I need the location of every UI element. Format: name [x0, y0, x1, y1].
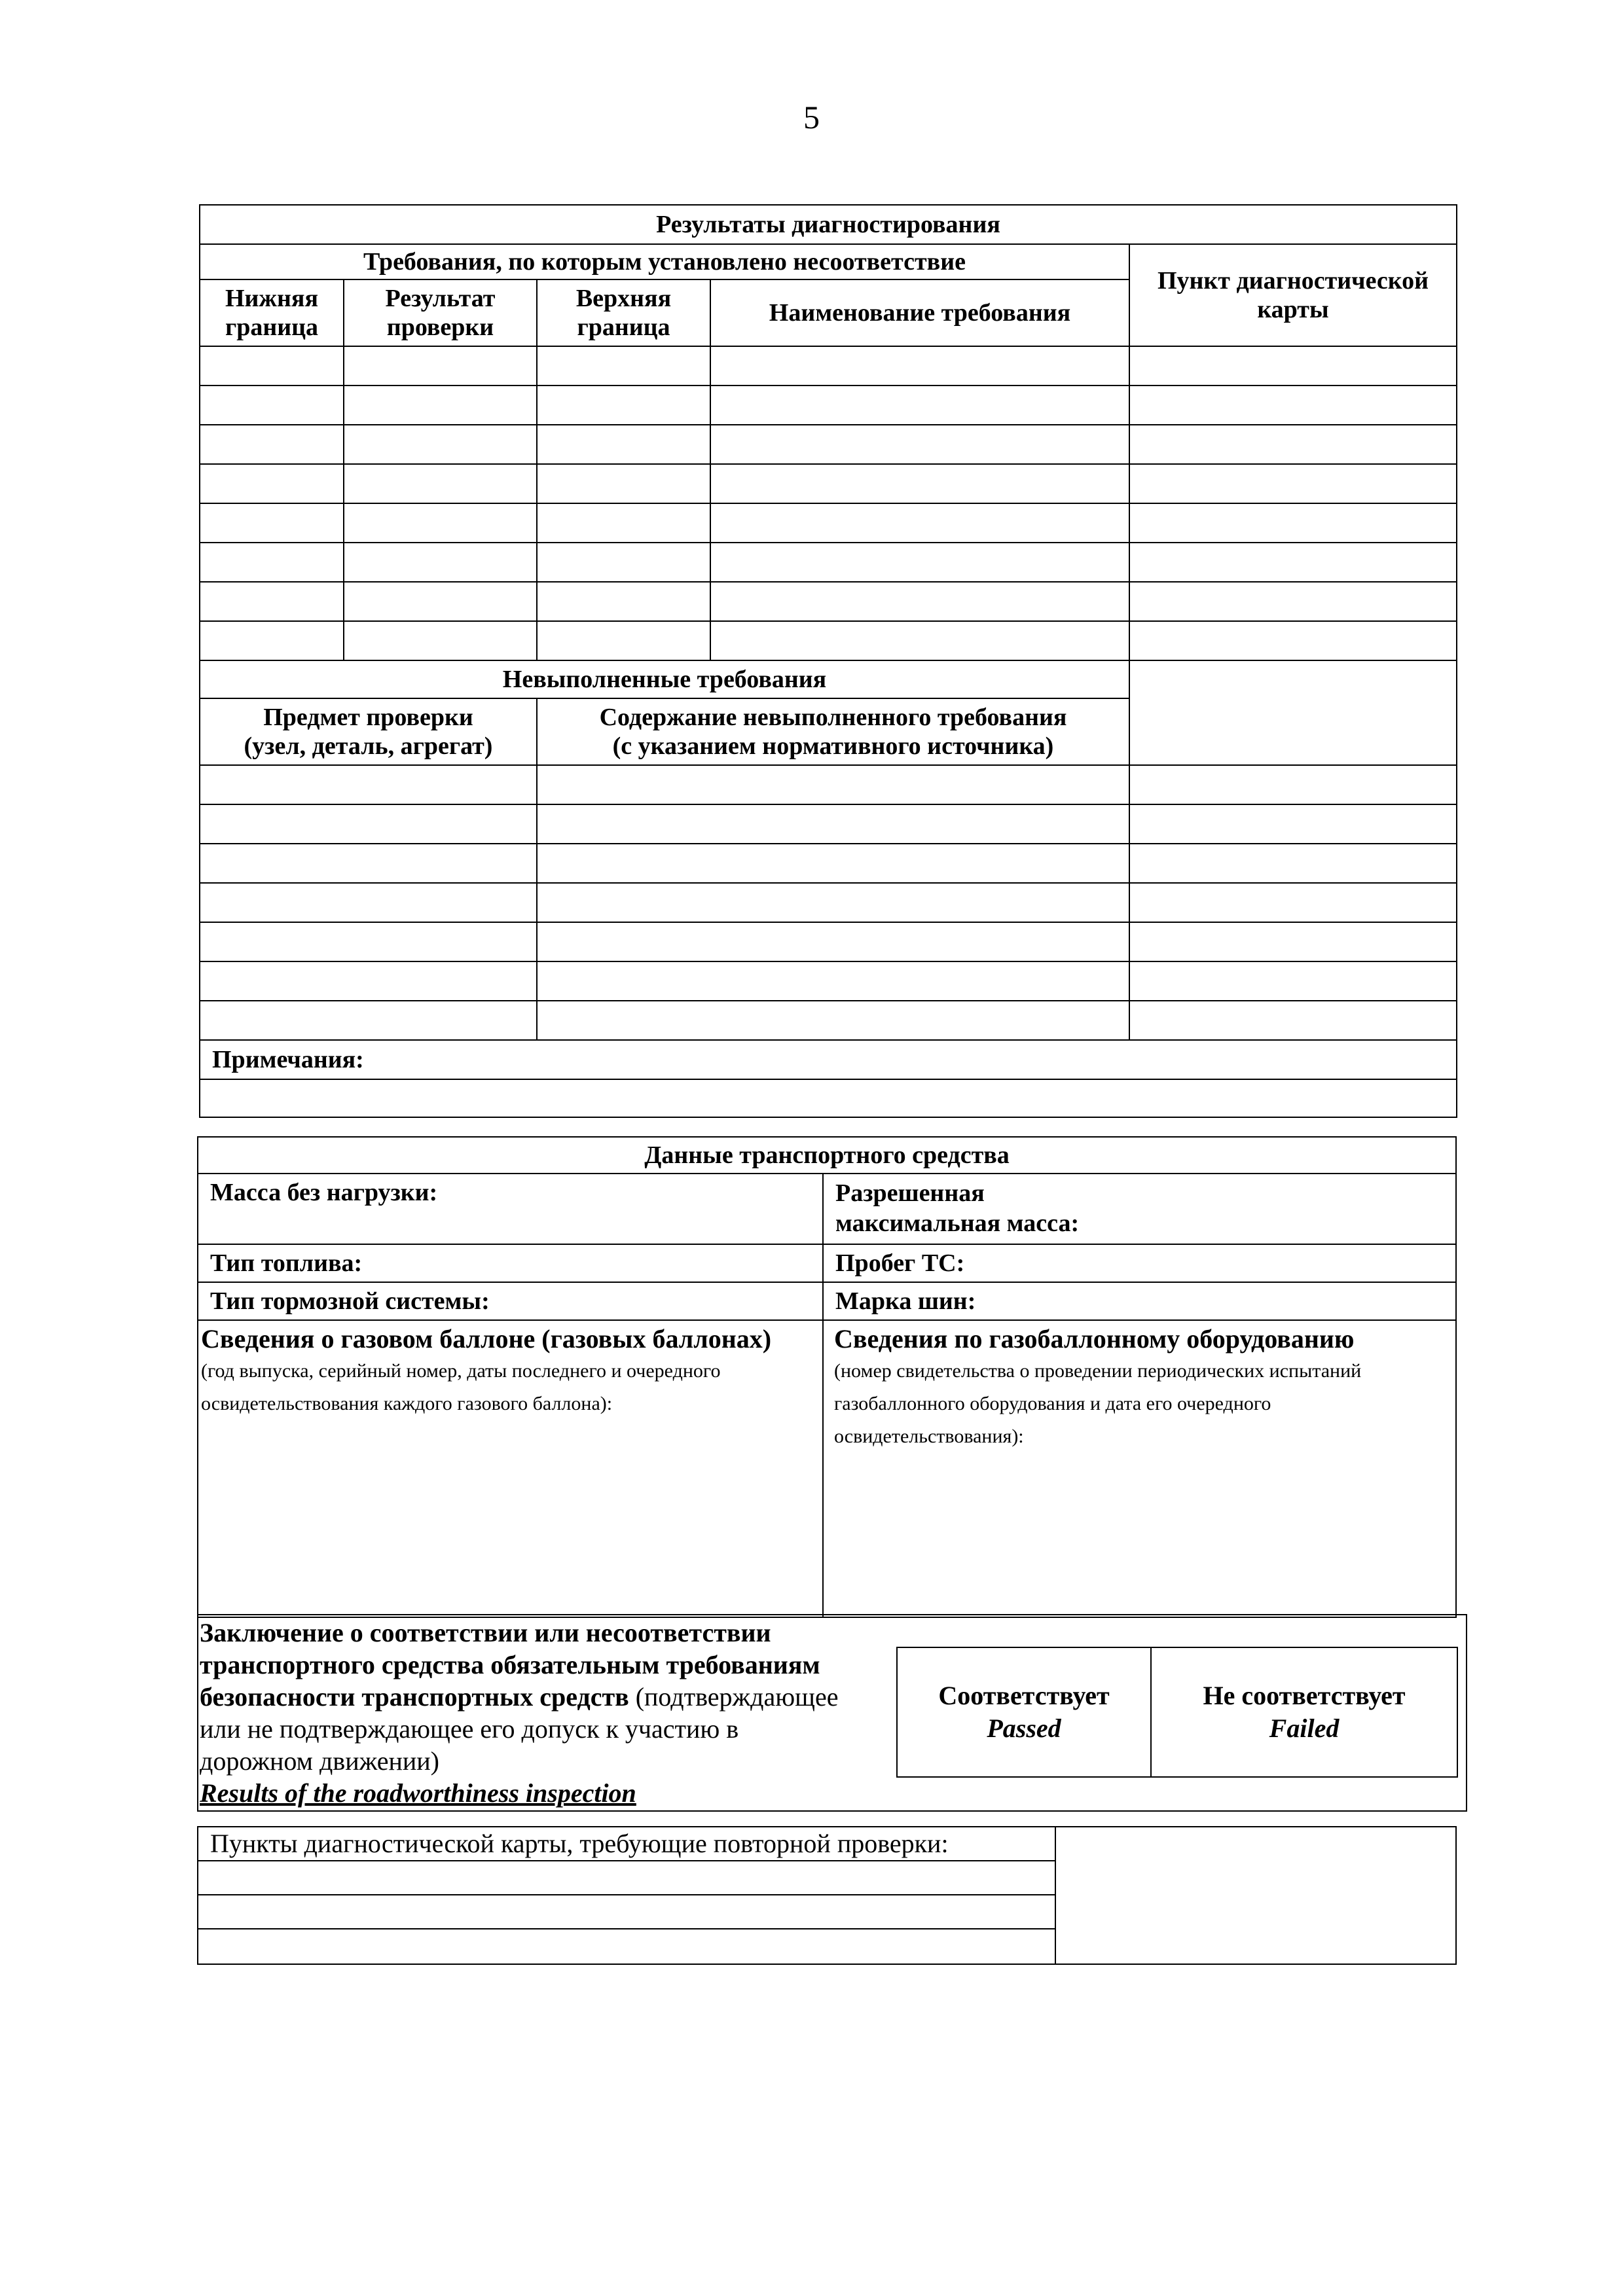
conclusion-line2: транспортного средства обязательным требованиям [200, 1650, 820, 1679]
upper-bound-line2: граница [577, 314, 670, 341]
unmet-row [200, 765, 1457, 804]
cell-lower[interactable] [200, 503, 344, 543]
upper-bound-line1: Верхняя [575, 285, 672, 312]
result-line1: Результат [385, 285, 496, 312]
cell-content[interactable] [537, 765, 1129, 804]
lower-bound-line2: граница [225, 314, 319, 341]
unmet-row [200, 844, 1457, 883]
unmet-content-line1: Содержание невыполненного требования [599, 704, 1067, 731]
cell-card-item[interactable] [1129, 883, 1457, 922]
conclusion-box [197, 1614, 1467, 1812]
cell-name[interactable] [710, 543, 1129, 582]
cell-upper[interactable] [537, 425, 710, 464]
cell-lower[interactable] [200, 425, 344, 464]
unmet-requirements-title: Невыполненные требования [200, 660, 1129, 698]
cell-card-item[interactable] [1129, 804, 1457, 844]
conclusion-line4: или не подтверждающее его допуск к участию в [200, 1714, 739, 1744]
mass-unloaded-label[interactable]: Масса без нагрузки: [198, 1174, 823, 1244]
card-item-header-text: Пункт диагностической карты [1157, 267, 1429, 323]
cell-card-item[interactable] [1129, 346, 1457, 386]
tire-brand-label[interactable]: Марка шин: [823, 1282, 1456, 1320]
recheck-table [197, 1826, 1457, 1965]
card-item-header [1129, 244, 1457, 346]
conclusion-line5: дорожном движении) [200, 1746, 439, 1776]
recheck-row[interactable] [198, 1895, 1055, 1929]
cell-content[interactable] [537, 1001, 1129, 1040]
cell-card-item[interactable] [1129, 386, 1457, 425]
max-mass-line2: максимальная масса: [835, 1210, 1080, 1237]
results-title: Результаты диагностирования [200, 205, 1457, 244]
cell-card-item[interactable] [1129, 961, 1457, 1001]
passed-en: Passed [987, 1713, 1061, 1743]
cell-content[interactable] [537, 844, 1129, 883]
requirements-title: Требования, по которым установлено несоответствие [200, 244, 1129, 279]
cell-result[interactable] [344, 543, 537, 582]
unmet-row [200, 961, 1457, 1001]
gas-equipment-cell[interactable] [823, 1320, 1456, 1617]
lower-bound-header [200, 279, 344, 346]
cell-result[interactable] [344, 386, 537, 425]
failed-option[interactable] [1151, 1647, 1457, 1777]
cell-lower[interactable] [200, 543, 344, 582]
requirement-row [200, 346, 1457, 386]
cell-content[interactable] [537, 804, 1129, 844]
check-subject-line2: (узел, деталь, агрегат) [244, 732, 493, 760]
conclusion-line3 [200, 1681, 887, 1713]
requirement-row [200, 386, 1457, 425]
cell-card-item[interactable] [1129, 922, 1457, 961]
cell-name[interactable] [710, 346, 1129, 386]
cell-result[interactable] [344, 425, 537, 464]
requirement-row [200, 543, 1457, 582]
cell-subject[interactable] [200, 922, 537, 961]
cell-name[interactable] [710, 464, 1129, 503]
failed-ru: Не соответствует [1203, 1681, 1406, 1710]
recheck-row[interactable] [198, 1861, 1055, 1895]
cell-content[interactable] [537, 883, 1129, 922]
cell-lower[interactable] [200, 346, 344, 386]
cell-subject[interactable] [200, 804, 537, 844]
cell-name[interactable] [710, 582, 1129, 621]
cell-card-item[interactable] [1129, 844, 1457, 883]
requirement-row [200, 621, 1457, 660]
cell-upper[interactable] [537, 503, 710, 543]
passed-option[interactable] [897, 1647, 1151, 1777]
cell-upper[interactable] [537, 582, 710, 621]
unmet-row [200, 1001, 1457, 1040]
diagnostic-results-table [199, 204, 1457, 1118]
unmet-card-item-blank [1129, 660, 1457, 765]
cell-subject[interactable] [200, 1001, 537, 1040]
cell-lower[interactable] [200, 386, 344, 425]
result-line2: проверки [386, 314, 494, 341]
gas-equipment-desc: (номер свидетельства о проведении периодических испытаний газобаллонного оборудования и дата его очередного освидетельствования): [834, 1360, 1362, 1447]
fuel-type-label[interactable]: Тип топлива: [198, 1244, 823, 1282]
mileage-label[interactable]: Пробег ТС: [823, 1244, 1456, 1282]
unmet-row [200, 922, 1457, 961]
conclusion-line1: Заключение о соответствии или несоответствии [200, 1618, 771, 1647]
passed-ru: Соответствует [938, 1681, 1110, 1710]
cell-subject[interactable] [200, 844, 537, 883]
cell-result[interactable] [344, 464, 537, 503]
lower-bound-line1: Нижняя [225, 285, 319, 312]
requirement-row [200, 425, 1457, 464]
cell-result[interactable] [344, 582, 537, 621]
cell-result[interactable] [344, 346, 537, 386]
recheck-side-cell[interactable] [1055, 1827, 1456, 1964]
cell-lower[interactable] [200, 582, 344, 621]
notes-field[interactable] [200, 1079, 1457, 1117]
cell-card-item[interactable] [1129, 765, 1457, 804]
cell-card-item[interactable] [1129, 464, 1457, 503]
max-mass-line1: Разрешенная [835, 1179, 985, 1207]
verdict-table [896, 1647, 1458, 1778]
failed-en: Failed [1269, 1713, 1340, 1743]
upper-bound-header [537, 279, 710, 346]
cell-name[interactable] [710, 621, 1129, 660]
unmet-content-header [537, 698, 1129, 765]
conclusion-line3-bold: безопасности транспортных средств [200, 1682, 629, 1712]
recheck-label: Пункты диагностической карты, требующие повторной проверки: [198, 1827, 1055, 1861]
gas-cylinder-title: Сведения о газовом баллоне (газовых баллонах) [201, 1324, 772, 1354]
cell-upper[interactable] [537, 464, 710, 503]
check-subject-line1: Предмет проверки [263, 704, 473, 731]
requirement-row [200, 582, 1457, 621]
cell-card-item[interactable] [1129, 621, 1457, 660]
conclusion-line3-normal: (подтверждающее [629, 1682, 839, 1712]
unmet-row [200, 883, 1457, 922]
cell-name[interactable] [710, 425, 1129, 464]
gas-cylinder-desc: (год выпуска, серийный номер, даты последнего и очередного освидетельствования каждого газового баллона): [201, 1360, 721, 1414]
cell-subject[interactable] [200, 765, 537, 804]
cell-result[interactable] [344, 621, 537, 660]
requirement-name-header: Наименование требования [710, 279, 1129, 346]
conclusion-text [200, 1617, 887, 1809]
cell-upper[interactable] [537, 621, 710, 660]
max-mass-label[interactable] [823, 1174, 1456, 1244]
conclusion-english: Results of the roadworthiness inspection [200, 1778, 636, 1808]
notes-label: Примечания: [200, 1040, 1457, 1079]
cell-lower[interactable] [200, 621, 344, 660]
cell-upper[interactable] [537, 386, 710, 425]
cell-result[interactable] [344, 503, 537, 543]
vehicle-title: Данные транспортного средства [198, 1137, 1456, 1174]
cell-subject[interactable] [200, 883, 537, 922]
cell-content[interactable] [537, 922, 1129, 961]
result-header [344, 279, 537, 346]
cell-name[interactable] [710, 503, 1129, 543]
check-subject-header [200, 698, 537, 765]
cell-content[interactable] [537, 961, 1129, 1001]
cell-card-item[interactable] [1129, 543, 1457, 582]
unmet-content-line2: (с указанием нормативного источника) [612, 732, 1054, 760]
cell-card-item[interactable] [1129, 1001, 1457, 1040]
unmet-row [200, 804, 1457, 844]
cell-card-item[interactable] [1129, 503, 1457, 543]
vehicle-data-table [197, 1136, 1457, 1618]
cell-upper[interactable] [537, 346, 710, 386]
gas-equipment-title: Сведения по газобаллонному оборудованию [834, 1324, 1355, 1354]
brake-type-label[interactable]: Тип тормозной системы: [198, 1282, 823, 1320]
requirement-row [200, 503, 1457, 543]
cell-name[interactable] [710, 386, 1129, 425]
cell-subject[interactable] [200, 961, 537, 1001]
cell-upper[interactable] [537, 543, 710, 582]
requirement-row [200, 464, 1457, 503]
cell-card-item[interactable] [1129, 582, 1457, 621]
page-number: 5 [803, 99, 820, 135]
recheck-row[interactable] [198, 1929, 1055, 1964]
cell-card-item[interactable] [1129, 425, 1457, 464]
cell-lower[interactable] [200, 464, 344, 503]
gas-cylinder-cell[interactable] [198, 1320, 823, 1617]
